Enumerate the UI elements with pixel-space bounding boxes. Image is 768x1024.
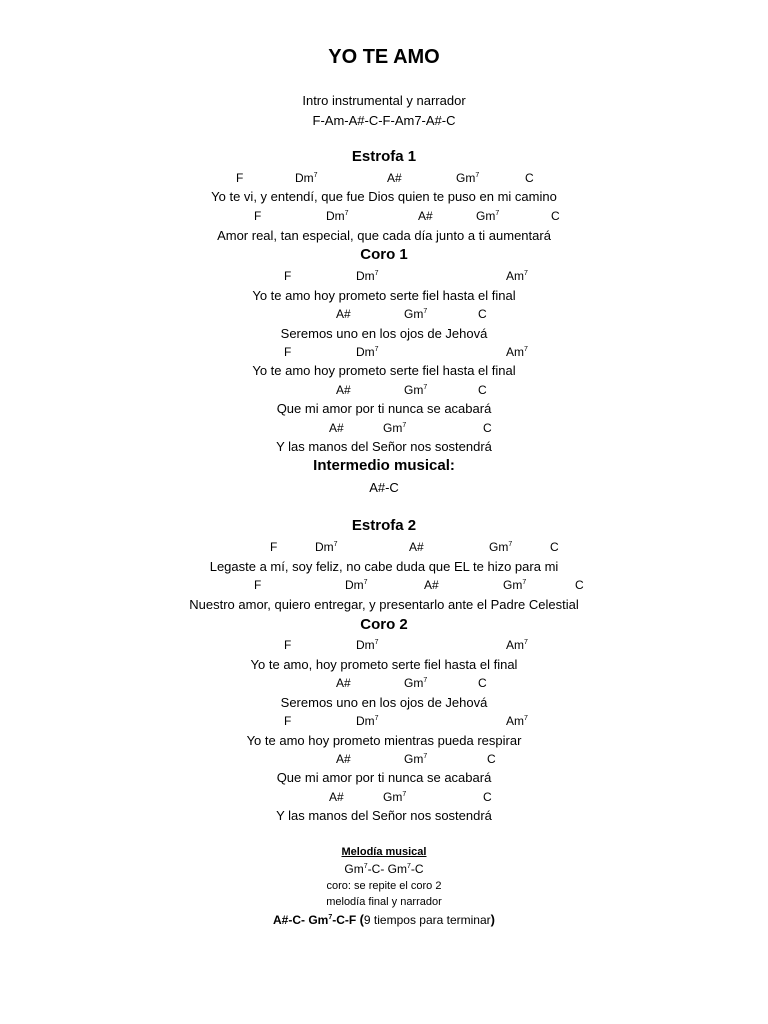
intro-chords: F-Am-A#-C-F-Am7-A#-C xyxy=(312,113,456,128)
chord-dm7: Dm$^7$ xyxy=(356,714,379,728)
chord-dm7: Dm$^7$ xyxy=(345,578,368,592)
lyric-line: Seremos uno en los ojos de Jehová xyxy=(280,695,488,710)
lyric-line: Yo te amo hoy prometo serte fiel hasta el final xyxy=(252,363,516,378)
chord-f: F xyxy=(284,345,292,359)
chord-f: F xyxy=(270,540,278,554)
chord-c: C xyxy=(487,752,496,766)
song-title: YO TE AMO xyxy=(328,46,440,68)
chord-gm7: Gm$^7$ xyxy=(404,752,428,766)
chord-am7: Am$^7$ xyxy=(506,714,528,728)
chord-a-sharp: A# xyxy=(336,307,351,321)
intro-label: Intro instrumental y narrador xyxy=(302,93,466,108)
section-heading-estrofa-2: Estrofa 2 xyxy=(351,517,417,534)
chord-c: C xyxy=(575,578,584,592)
lyric-line: Amor real, tan especial, que cada día junto a ti aumentará xyxy=(217,228,551,243)
chord-c: C xyxy=(478,676,487,690)
chord-gm7: Gm$^7$ xyxy=(404,307,428,321)
chord-f: F xyxy=(254,578,262,592)
lyric-line: Yo te amo hoy prometo mientras pueda respirar xyxy=(246,733,522,748)
lyric-line: Y las manos del Señor nos sostendrá xyxy=(276,808,492,823)
lyric-line: Nuestro amor, quiero entregar, y presentarlo ante el Padre Celestial xyxy=(189,597,579,612)
lyric-line: Legaste a mí, soy feliz, no cabe duda que EL te hizo para mi xyxy=(209,559,559,574)
lyric-line: Seremos uno en los ojos de Jehová xyxy=(280,326,488,341)
chord-a-sharp: A# xyxy=(418,209,433,223)
coro-note: coro: se repite el coro 2 xyxy=(326,880,442,892)
chord-gm7: Gm$^7$ xyxy=(404,676,428,690)
lyric-line: Que mi amor por ti nunca se acabará xyxy=(276,770,492,785)
chord-c: C xyxy=(478,383,487,397)
chord-gm7: Gm$^7$ xyxy=(503,578,527,592)
chord-am7: Am$^7$ xyxy=(506,638,528,652)
chord-a-sharp: A# xyxy=(387,171,402,185)
chord-am7: Am$^7$ xyxy=(506,269,528,283)
chord-gm7: Gm$^7$ xyxy=(404,383,428,397)
intermedio-chords: A#-C xyxy=(369,480,399,495)
chord-a-sharp: A# xyxy=(336,676,351,690)
chord-f: F xyxy=(284,638,292,652)
chord-dm7: Dm$^7$ xyxy=(356,269,379,283)
chord-a-sharp: A# xyxy=(336,383,351,397)
chord-a-sharp: A# xyxy=(329,790,344,804)
chord-c: C xyxy=(550,540,559,554)
chord-f: F xyxy=(284,714,292,728)
chord-dm7: Dm$^7$ xyxy=(295,171,318,185)
chord-f: F xyxy=(254,209,262,223)
final-chords: A#-C- Gm$^7$-C-F (9 tiempos para terminar) xyxy=(273,912,495,927)
chord-gm7: Gm$^7$ xyxy=(489,540,513,554)
chord-c: C xyxy=(483,421,492,435)
section-heading-intermedio: Intermedio musical: xyxy=(313,457,455,474)
chord-am7: Am$^7$ xyxy=(506,345,528,359)
lyric-line: Yo te amo hoy prometo serte fiel hasta el final xyxy=(252,288,516,303)
chord-dm7: Dm$^7$ xyxy=(315,540,338,554)
chord-gm7: Gm$^7$ xyxy=(476,209,500,223)
melodia-chords: Gm$^7$-C- Gm$^7$-C xyxy=(344,862,424,876)
chord-a-sharp: A# xyxy=(409,540,424,554)
chord-a-sharp: A# xyxy=(329,421,344,435)
section-heading-coro-1: Coro 1 xyxy=(360,246,408,263)
chord-dm7: Dm$^7$ xyxy=(356,345,379,359)
section-heading-estrofa-1: Estrofa 1 xyxy=(351,148,417,165)
lyric-line: Yo te amo, hoy prometo serte fiel hasta el final xyxy=(250,657,518,672)
chord-c: C xyxy=(478,307,487,321)
chord-c: C xyxy=(525,171,534,185)
chord-c: C xyxy=(551,209,560,223)
chord-a-sharp: A# xyxy=(336,752,351,766)
chord-c: C xyxy=(483,790,492,804)
lyric-line: Y las manos del Señor nos sostendrá xyxy=(276,439,492,454)
chord-dm7: Dm$^7$ xyxy=(326,209,349,223)
lyric-line: Yo te vi, y entendí, que fue Dios quien te puso en mi camino xyxy=(211,189,557,204)
chord-f: F xyxy=(284,269,292,283)
section-heading-coro-2: Coro 2 xyxy=(360,616,408,633)
final-note: melodía final y narrador xyxy=(326,896,442,908)
lyric-line: Que mi amor por ti nunca se acabará xyxy=(276,401,492,416)
chord-gm7: Gm$^7$ xyxy=(383,790,407,804)
chord-dm7: Dm$^7$ xyxy=(356,638,379,652)
chord-gm7: Gm$^7$ xyxy=(383,421,407,435)
chord-a-sharp: A# xyxy=(424,578,439,592)
chord-gm7: Gm$^7$ xyxy=(456,171,480,185)
chord-f: F xyxy=(236,171,244,185)
melodia-heading: Melodía musical xyxy=(341,846,427,858)
